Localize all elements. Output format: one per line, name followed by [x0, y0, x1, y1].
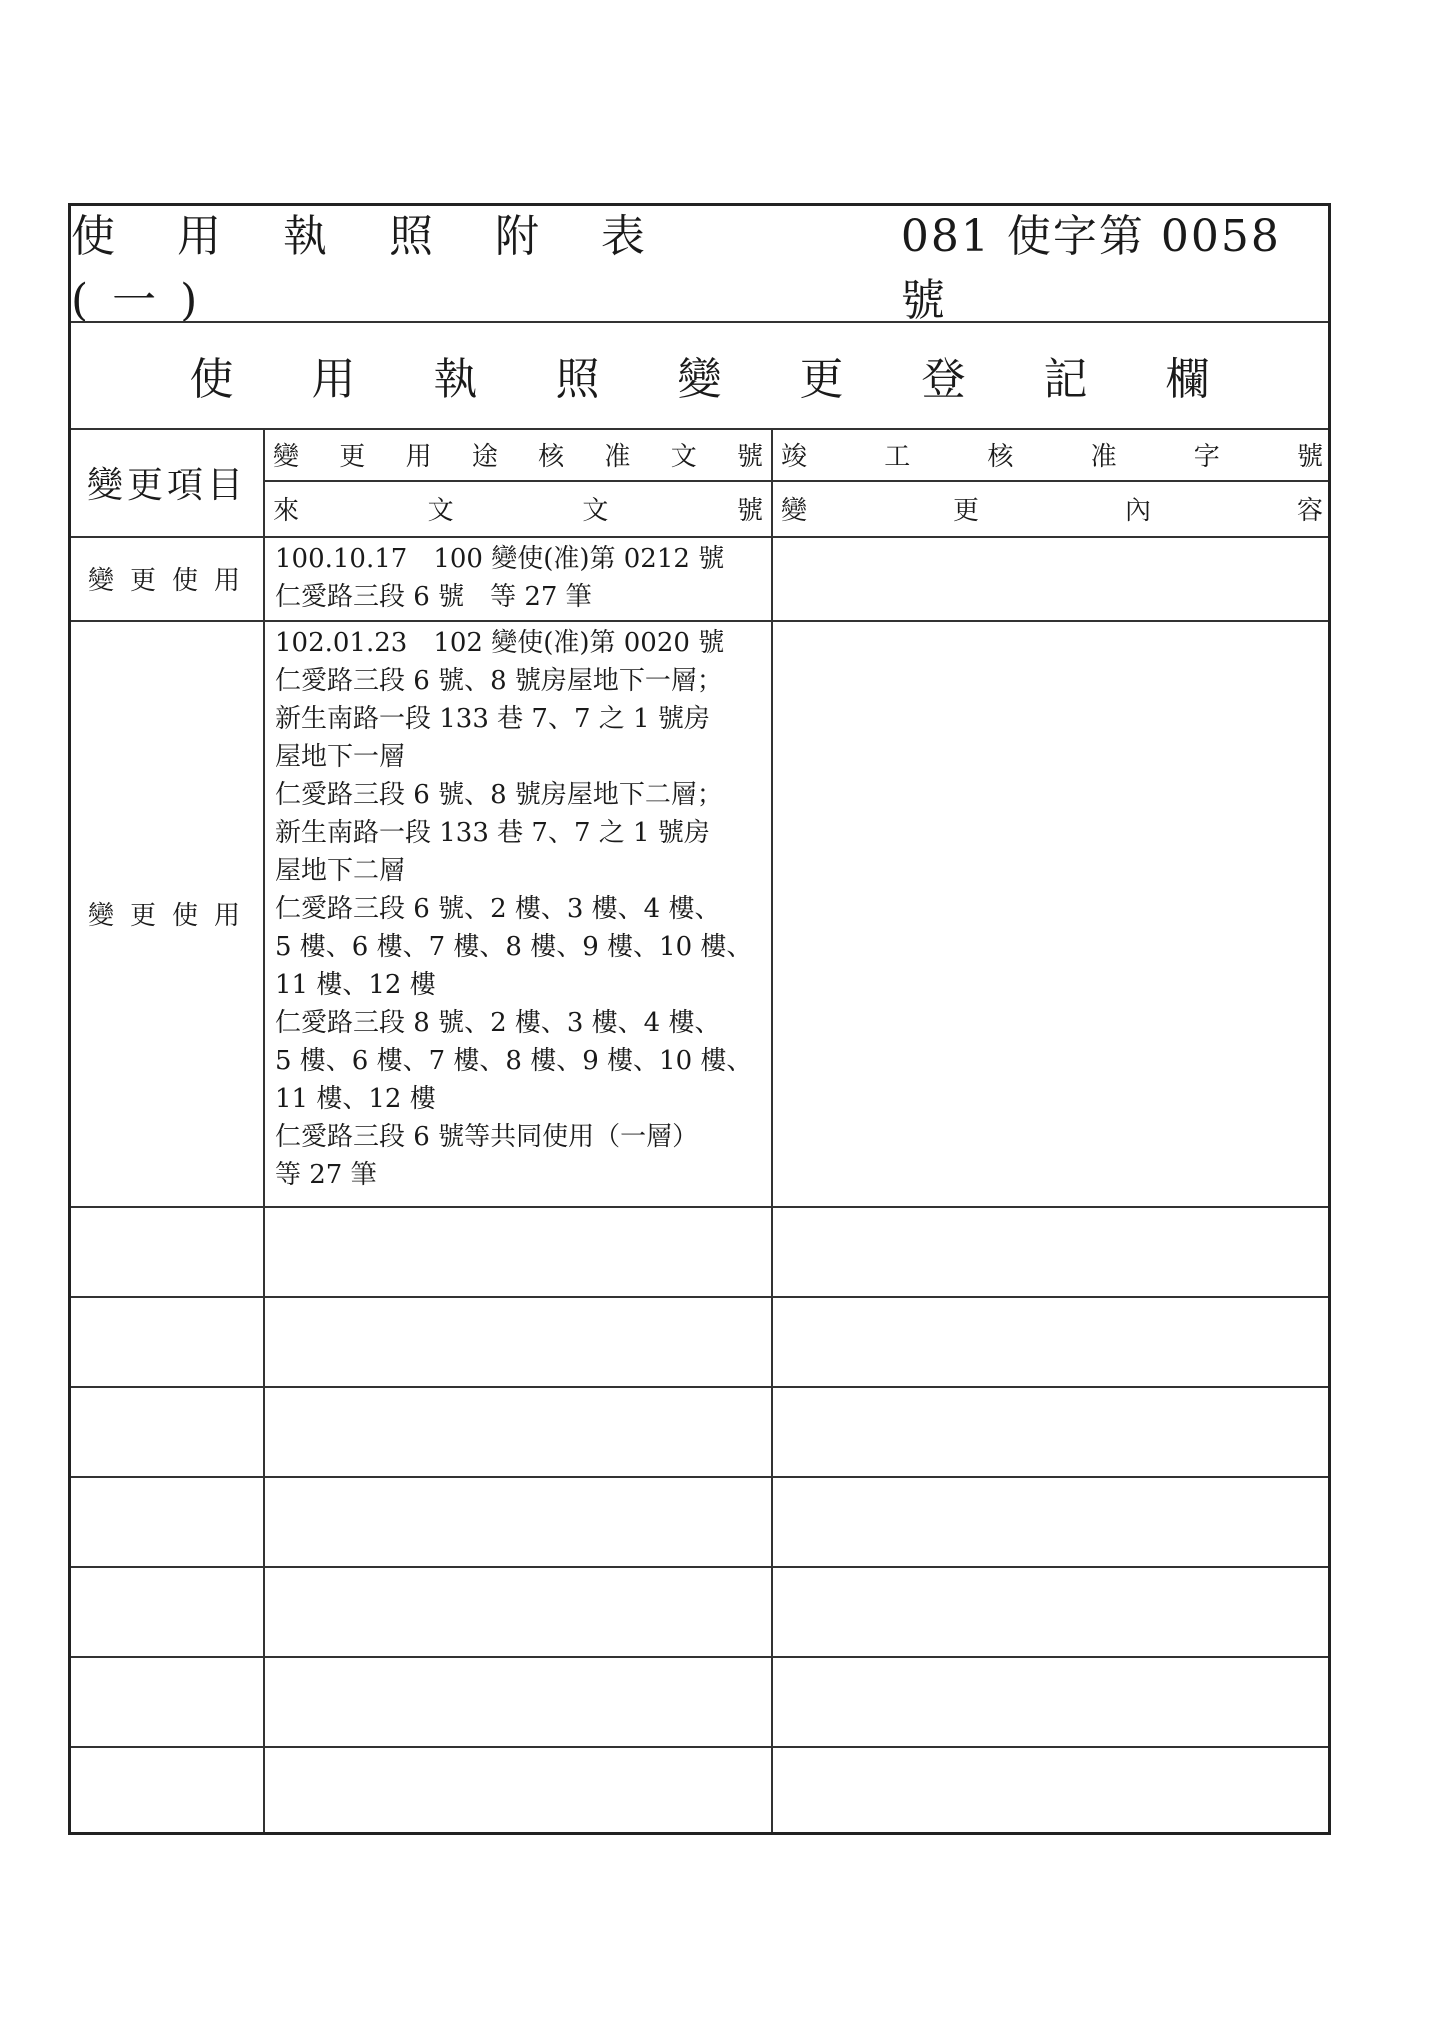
header-incoming-doc-char: 文	[427, 495, 454, 526]
row-change-item: 變更使用	[87, 565, 256, 596]
entry-line: 新生南路一段 133 巷 7、7 之 1 號房	[275, 818, 710, 848]
row-change-item: 變更使用	[87, 900, 256, 931]
header-completion-char: 核	[987, 441, 1014, 472]
header-completion-char: 准	[1090, 441, 1117, 472]
row-change-content	[771, 536, 1331, 620]
header-approval-doc-char: 號	[736, 441, 763, 472]
header-approval-doc-char: 更	[339, 441, 366, 472]
row-change-content	[771, 620, 1331, 1206]
entry-line: 仁愛路三段 8 號、2 樓、3 樓、4 樓、	[275, 1008, 721, 1038]
entry-line: 100.10.17 100 變使(准)第 0212 號	[275, 544, 725, 574]
entry-line: 等 27 筆	[275, 1160, 377, 1190]
entry-line: 11 樓、12 樓	[275, 970, 436, 1000]
entry-line: 11 樓、12 樓	[275, 1084, 436, 1114]
section-title: 使用執照變更登記欄	[189, 353, 1288, 405]
header-completion-number	[771, 428, 1331, 480]
header-incoming-doc	[263, 480, 771, 536]
entry-line: 新生南路一段 133 巷 7、7 之 1 號房	[275, 704, 710, 734]
entry-line: 仁愛路三段 6 號、2 樓、3 樓、4 樓、	[275, 894, 721, 924]
header-approval-doc-char: 准	[604, 441, 631, 472]
empty-row-divider	[71, 1746, 1328, 1748]
entry-line: 5 樓、6 樓、7 樓、8 樓、9 樓、10 樓、	[275, 1046, 753, 1076]
entry-line: 屋地下二層	[275, 856, 406, 886]
header-change-content-char: 內	[1124, 495, 1151, 526]
entry-line: 仁愛路三段 6 號、8 號房屋地下一層；	[275, 666, 723, 696]
row-approval-entry	[263, 536, 771, 620]
header-completion-char: 字	[1193, 441, 1220, 472]
entry-line: 102.01.23 102 變使(准)第 0020 號	[275, 628, 725, 658]
column-divider	[771, 428, 773, 1832]
header-approval-doc-char: 途	[471, 441, 498, 472]
header-incoming-doc-char: 文	[582, 495, 609, 526]
header-approval-doc-char: 文	[670, 441, 697, 472]
entry-line: 5 樓、6 樓、7 樓、8 樓、9 樓、10 樓、	[275, 932, 753, 962]
header-incoming-doc-char: 號	[736, 495, 763, 526]
divider	[71, 1206, 1328, 1208]
empty-row-divider	[71, 1476, 1328, 1478]
header-approval-doc	[263, 428, 771, 480]
empty-row-divider	[71, 1566, 1328, 1568]
form-title-left: 使 用 執 照 附 表 (一)	[71, 210, 669, 326]
header-change-content-char: 更	[952, 495, 979, 526]
entry-line: 仁愛路三段 6 號、8 號房屋地下二層；	[275, 780, 723, 810]
empty-row-divider	[71, 1656, 1328, 1658]
row-approval-entry	[263, 620, 771, 1206]
form-title	[71, 206, 1328, 326]
header-change-content-char: 容	[1296, 495, 1323, 526]
header-change-content-char: 變	[781, 495, 808, 526]
entry-line: 屋地下一層	[275, 742, 406, 772]
header-approval-doc-char: 變	[273, 441, 300, 472]
header-completion-char: 工	[884, 441, 911, 472]
empty-row-divider	[71, 1386, 1328, 1388]
header-approval-doc-char: 用	[405, 441, 432, 472]
license-attachment-form	[68, 203, 1331, 1835]
header-approval-doc-char: 核	[538, 441, 565, 472]
empty-row-divider	[71, 1296, 1328, 1298]
column-divider	[263, 428, 265, 1832]
header-completion-char: 號	[1296, 441, 1323, 472]
header-change-content	[771, 480, 1331, 536]
header-completion-char: 竣	[781, 441, 808, 472]
license-number: 081 使字第 0058 號	[900, 210, 1281, 326]
entry-line: 仁愛路三段 6 號等共同使用（一層）	[275, 1122, 699, 1152]
header-incoming-doc-char: 來	[273, 495, 300, 526]
entry-line: 仁愛路三段 6 號 等 27 筆	[275, 582, 592, 612]
header-change-item: 變更項目	[86, 464, 247, 506]
